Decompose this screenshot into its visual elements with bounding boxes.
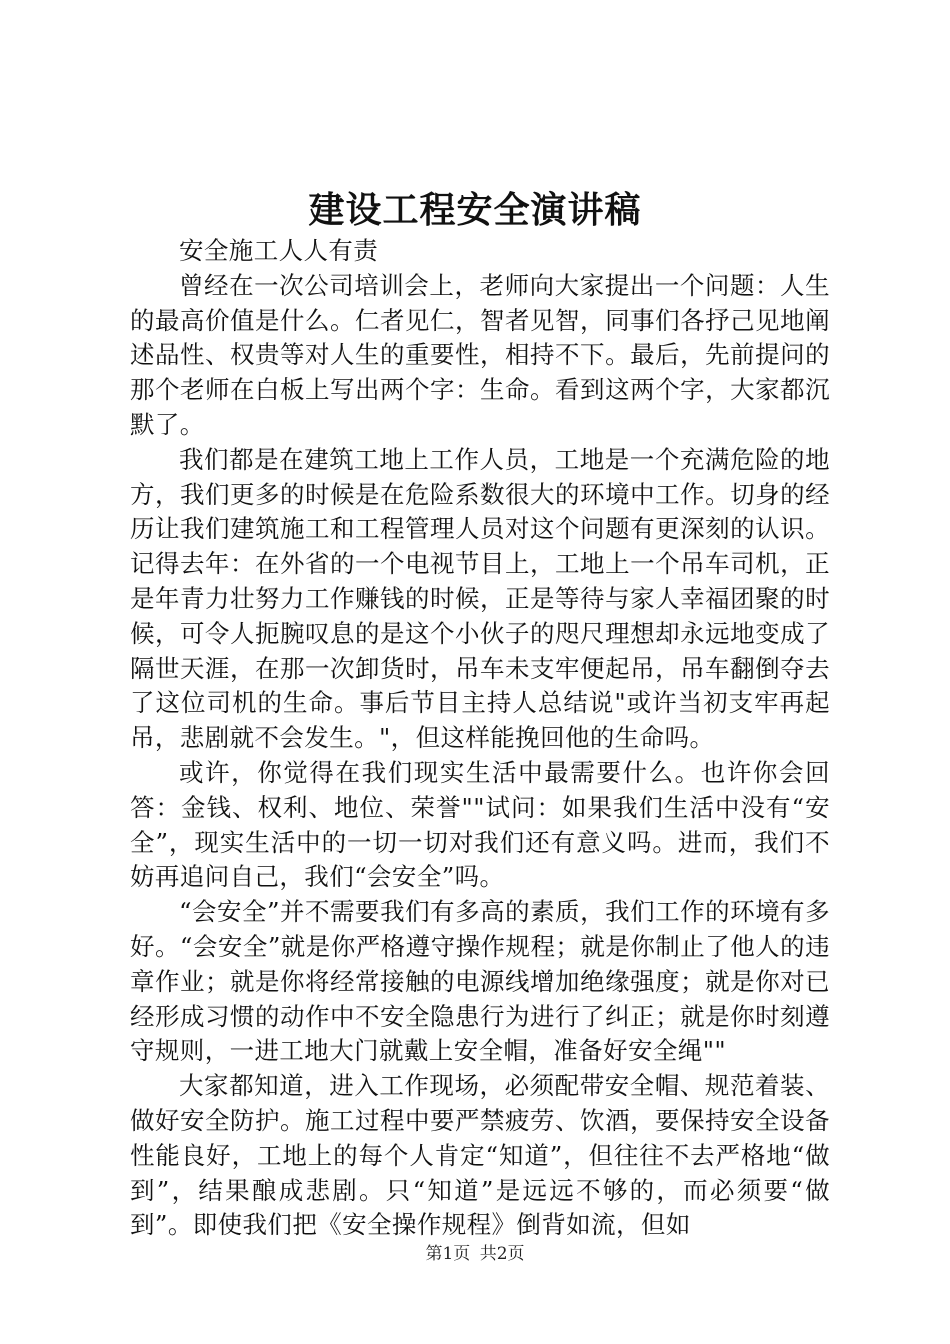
page-footer [0, 1242, 950, 1266]
page-number: 第1页 [425, 1244, 471, 1264]
document-subtitle: 安全施工人人有责 [179, 236, 379, 265]
paragraph-5: 大家都知道，进入工作现场，必须配带安全帽、规范着装、做好安全防护。施工过程中要严禁疲劳、饮酒，要保持安全设备性能良好，工地上的每个人肯定“知道”，但往往不去严格地“做到”，结果酿成悲剧。只“知道”是远远不够的，而必须要“做到”。即使我们把《安全操作规程》倒背如流，但如 [130, 1071, 830, 1240]
paragraph-2: 我们都是在建筑工地上工作人员，工地是一个充满危险的地方，我们更多的时候是在危险系数很大的环境中工作。切身的经历让我们建筑施工和工程管理人员对这个问题有更深刻的认识。记得去年：在外省的一个电视节目上，工地上一个吊车司机，正是年青力壮努力工作赚钱的时候，正是等待与家人幸福团聚的时候，可令人扼腕叹息的是这个小伙子的咫尺理想却永远地变成了隔世天涯，在那一次卸货时，吊车未支牢便起吊，吊车翻倒夺去了这位司机的生命。事后节目主持人总结说"或许当初支牢再起吊，悲剧就不会发生。"，但这样能挽回他的生命吗。 [130, 444, 830, 753]
paragraph-1: 曾经在一次公司培训会上，老师向大家提出一个问题：人生的最高价值是什么。仁者见仁，智者见智，同事们各抒己见地阐述品性、权贵等对人生的重要性，相持不下。最后，先前提问的那个老师在白板上写出两个字：生命。看到这两个字，大家都沉默了。 [130, 270, 830, 439]
paragraph-4: “会安全”并不需要我们有多高的素质，我们工作的环境有多好。“会安全”就是你严格遵守操作规程；就是你制止了他人的违章作业；就是你将经常接触的电源线增加绝缘强度；就是你对已经形成习惯的动作中不安全隐患行为进行了纠正；就是你时刻遵守规则，一进工地大门就戴上安全帽，准备好安全绳"" [130, 897, 830, 1066]
document-body [130, 234, 830, 1243]
page-total: 共2页 [479, 1244, 525, 1264]
document-title: 建设工程安全演讲稿 [308, 189, 642, 231]
paragraph-3: 或许，你觉得在我们现实生活中最需要什么。也许你会回答：金钱、权利、地位、荣誉""试问：如果我们生活中没有“安全”，现实生活中的一切一切对我们还有意义吗。进而，我们不妨再追问自己，我们“会安全”吗。 [130, 757, 830, 892]
